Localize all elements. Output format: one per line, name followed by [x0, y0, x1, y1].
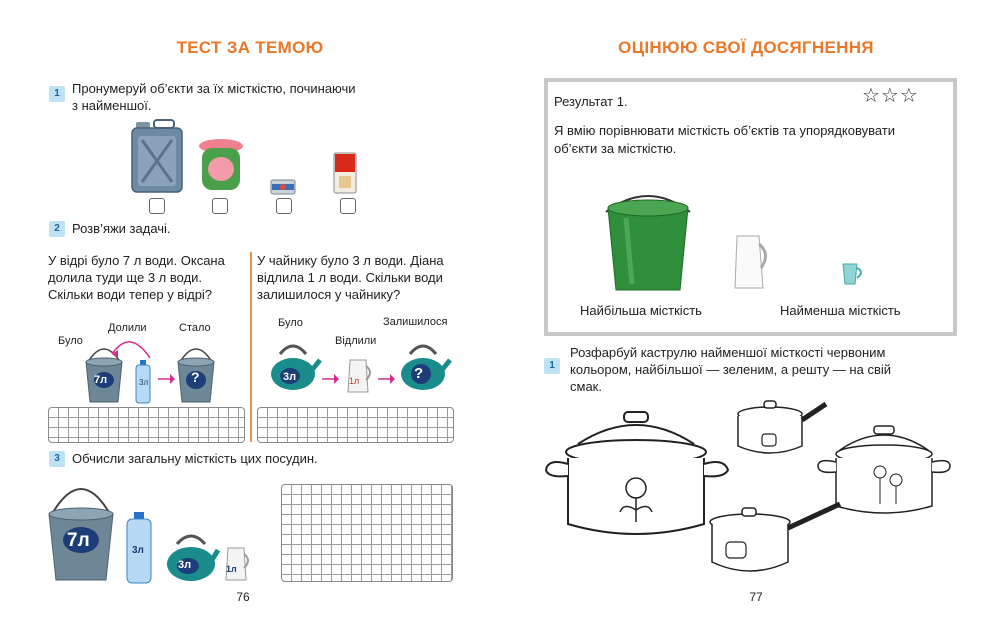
label-poured: Відлили [335, 335, 377, 347]
problem-b-line2: відлила 1 л води. Скільки води [257, 270, 443, 285]
task1-text-line2: з найменшої. [72, 98, 152, 113]
task-number-badge: 1 [49, 86, 65, 102]
arrow-right [376, 372, 396, 386]
largest-capacity-label: Найбільша місткість [580, 303, 702, 318]
task1-line2: кольором, найбільшої — зеленим, а решту — на свій [570, 362, 892, 377]
green-bucket-image [604, 192, 692, 292]
answer-checkbox[interactable] [340, 198, 356, 214]
page-title: ТЕСТ ЗА ТЕМОЮ [176, 38, 324, 57]
jug-label: 1л [349, 376, 360, 386]
page-number: 76 [236, 590, 250, 604]
arrow-right [320, 372, 340, 386]
achievement-box [544, 78, 957, 336]
task1-line3: смак. [570, 379, 602, 394]
bottle-label: 3л [132, 545, 144, 556]
jug-label: 1л [226, 564, 237, 574]
canister-image [130, 118, 186, 194]
answer-checkbox[interactable] [276, 198, 292, 214]
kettle-label: 3л [178, 559, 192, 571]
label-was: Було [58, 335, 83, 347]
bucket-image [46, 474, 116, 582]
label-was-b: Було [278, 317, 303, 329]
problem-a-line2: долила туди ще 3 л води. [48, 270, 203, 285]
pour-arrow [110, 332, 154, 362]
problem-b-line1: У чайнику було 3 л води. Діана [257, 253, 444, 268]
white-jug-image [731, 234, 771, 290]
page-number: 77 [749, 590, 763, 604]
rating-stars[interactable]: ☆☆☆ [862, 85, 919, 107]
label-became: Стало [179, 322, 211, 334]
answer-grid[interactable] [257, 407, 454, 443]
cup-image [841, 262, 865, 286]
large-pot-outline[interactable] [544, 412, 730, 544]
task1-line1: Розфарбуй каструлю найменшої місткості червоним [570, 345, 886, 360]
bucket-label: 7л [94, 374, 108, 386]
task2-text: Розв’яжи задачі. [72, 221, 171, 236]
task3-text: Обчисли загальну місткість цих посудин. [72, 451, 318, 466]
page-title: ОЦІНЮЮ СВОЇ ДОСЯГНЕННЯ [618, 38, 874, 57]
arrow-right [156, 372, 176, 386]
problem-a-line1: У відрі було 7 л води. Оксана [48, 253, 225, 268]
label-left: Залишилося [383, 316, 448, 328]
task-number-badge: 2 [49, 221, 65, 237]
smallest-capacity-label: Найменша місткість [780, 303, 901, 318]
result-label: Результат 1. [554, 94, 628, 109]
bottom-saucepan-outline[interactable] [708, 502, 844, 580]
question-mark: ? [191, 369, 200, 385]
answer-grid[interactable] [281, 484, 453, 582]
question-mark: ? [414, 365, 424, 382]
task-number-badge: 3 [49, 451, 65, 467]
tin-can-image [333, 152, 357, 194]
task1-text-line1: Пронумеруй об’єкти за їх місткістю, починаючи [72, 81, 356, 96]
result-line2: об’єкти за місткістю. [554, 141, 677, 156]
answer-checkbox[interactable] [212, 198, 228, 214]
column-divider [250, 252, 252, 442]
small-can-image [270, 178, 296, 196]
bottle-label: 3л [139, 378, 149, 387]
result-line1: Я вмію порівнювати місткість об’єктів та упорядковувати [554, 123, 896, 138]
right-page [500, 0, 1000, 634]
bucket-label: 7л [67, 530, 90, 551]
label-added: Долили [108, 322, 147, 334]
problem-a-line3: Скільки води тепер у відрі? [48, 287, 213, 302]
problem-b-line3: залишилося у чайнику? [257, 287, 401, 302]
small-saucepan-outline[interactable] [734, 398, 828, 460]
task-number-badge: 1 [544, 358, 560, 374]
kettle-image [398, 334, 448, 392]
jar-image [198, 138, 244, 194]
kettle-image [164, 526, 218, 582]
answer-grid[interactable] [48, 407, 245, 443]
kettle-label: 3л [283, 371, 297, 383]
answer-checkbox[interactable] [149, 198, 165, 214]
kettle-image [268, 334, 318, 392]
